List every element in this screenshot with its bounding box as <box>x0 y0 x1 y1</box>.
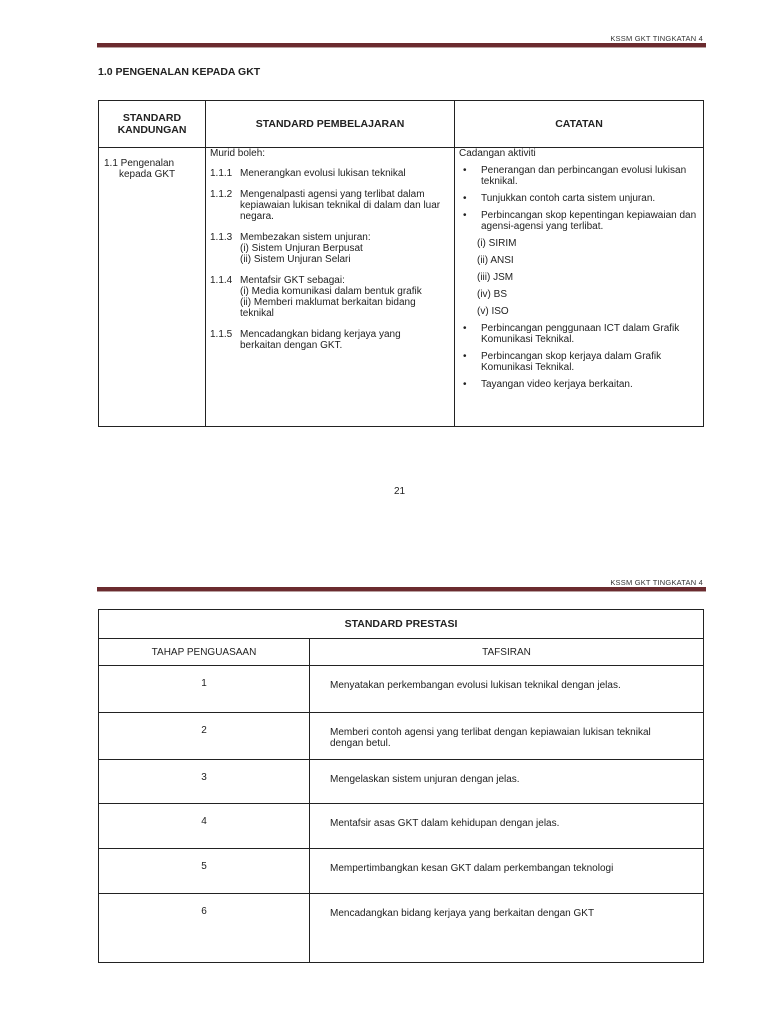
pembelajaran-list <box>210 168 444 351</box>
agensi-item: (i) SIRIM <box>477 238 517 249</box>
pembelajaran-item <box>210 168 444 179</box>
prestasi-row <box>99 713 704 760</box>
agensi-item: (iv) BS <box>477 289 507 300</box>
item-number: 1.1.2 <box>210 189 233 200</box>
bullet-icon: • <box>463 193 467 204</box>
bullet-text: Perbincangan penggunaan ICT dalam Grafik Komunikasi Teknikal. <box>481 323 680 345</box>
catatan-bullet <box>459 165 697 187</box>
prestasi-row <box>99 894 704 963</box>
catatan-intro: Cadangan aktiviti <box>459 148 536 159</box>
prestasi-row <box>99 804 704 849</box>
pembelajaran-item <box>210 232 444 265</box>
header-standard-kandungan: STANDARD KANDUNGAN <box>99 101 206 148</box>
bullet-icon: • <box>463 379 467 390</box>
bullet-icon: • <box>463 210 467 221</box>
tahap-level: 4 <box>99 804 310 849</box>
item-text: Menerangkan evolusi lukisan teknikal <box>240 168 406 179</box>
bullet-icon: • <box>463 323 467 334</box>
bullet-icon: • <box>463 351 467 362</box>
agensi-item: (iii) JSM <box>477 272 514 283</box>
pembelajaran-item <box>210 189 444 222</box>
catatan-list <box>459 165 697 390</box>
header-rule <box>97 587 706 592</box>
curriculum-table <box>98 100 704 427</box>
item-text: Mentafsir GKT sebagai: <box>240 275 345 286</box>
tafsiran-text: Menyatakan perkembangan evolusi lukisan teknikal dengan jelas. <box>310 666 704 713</box>
kandungan-line: 1.1 Pengenalan <box>104 158 175 169</box>
sub-item: (i) Sistem Unjuran Berpusat <box>240 243 363 254</box>
running-header: KSSM GKT TINGKATAN 4 <box>610 578 703 587</box>
header-tahap: TAHAP PENGUASAAN <box>99 639 310 666</box>
tahap-level: 6 <box>99 894 310 963</box>
header-catatan: CATATAN <box>455 101 704 148</box>
kandungan-line: kepada GKT <box>119 169 176 180</box>
bullet-text: Penerangan dan perbincangan evolusi lukisan teknikal. <box>481 165 687 187</box>
item-text: Mencadangkan bidang kerjaya yang berkaitan dengan GKT. <box>240 329 401 351</box>
bullet-icon: • <box>463 165 467 176</box>
header-rule <box>97 43 706 48</box>
item-number: 1.1.1 <box>210 168 233 179</box>
item-text: Mengenalpasti agensi yang terlibat dalam kepiawaian lukisan teknikal di dalam dan luar negara. <box>240 189 441 222</box>
prestasi-row <box>99 666 704 713</box>
pembelajaran-item <box>210 275 444 319</box>
kandungan-cell <box>99 148 206 427</box>
sub-item: (i) Media komunikasi dalam bentuk grafik <box>240 286 422 297</box>
tafsiran-text: Mencadangkan bidang kerjaya yang berkaitan dengan GKT <box>310 894 704 963</box>
header-tafsiran: TAFSIRAN <box>310 639 704 666</box>
pembelajaran-intro: Murid boleh: <box>210 148 266 159</box>
section-title: 1.0 PENGENALAN KEPADA GKT <box>98 66 261 78</box>
tafsiran-text: Mempertimbangkan kesan GKT dalam perkembangan teknologi <box>310 849 704 894</box>
sub-item: (ii) Memberi maklumat berkaitan bidang teknikal <box>240 297 416 319</box>
page-number: 21 <box>394 486 406 497</box>
tahap-level: 5 <box>99 849 310 894</box>
agensi-item: (v) ISO <box>477 306 509 317</box>
item-number: 1.1.4 <box>210 275 233 286</box>
prestasi-row <box>99 760 704 804</box>
bullet-text: Tunjukkan contoh carta sistem unjuran. <box>481 193 656 204</box>
item-number: 1.1.3 <box>210 232 233 243</box>
tafsiran-text: Mentafsir asas GKT dalam kehidupan dengan jelas. <box>310 804 704 849</box>
catatan-cell <box>455 148 704 427</box>
bullet-text: Perbincangan skop kerjaya dalam Grafik Komunikasi Teknikal. <box>481 351 662 373</box>
bullet-text: Perbincangan skop kepentingan kepiawaian dan agensi-agensi yang terlibat. <box>481 210 697 232</box>
pembelajaran-item <box>210 329 444 351</box>
header-standard-pembelajaran: STANDARD PEMBELAJARAN <box>206 101 455 148</box>
item-text: Membezakan sistem unjuran: <box>240 232 371 243</box>
bullet-text: Tayangan video kerjaya berkaitan. <box>481 379 633 390</box>
catatan-bullet <box>459 351 697 373</box>
tahap-level: 3 <box>99 760 310 804</box>
tafsiran-text: Mengelaskan sistem unjuran dengan jelas. <box>310 760 704 804</box>
catatan-bullet <box>459 379 697 390</box>
prestasi-row <box>99 849 704 894</box>
sub-item: (ii) Sistem Unjuran Selari <box>240 254 351 265</box>
catatan-bullet <box>459 210 697 232</box>
tafsiran-text: Memberi contoh agensi yang terlibat dengan kepiawaian lukisan teknikal dengan betul. <box>310 713 704 760</box>
catatan-bullet <box>459 193 697 204</box>
catatan-bullet <box>459 323 697 345</box>
prestasi-title: STANDARD PRESTASI <box>99 610 704 639</box>
item-number: 1.1.5 <box>210 329 233 340</box>
tahap-level: 1 <box>99 666 310 713</box>
agensi-item: (ii) ANSI <box>477 255 514 266</box>
pembelajaran-cell <box>206 148 455 427</box>
standard-prestasi-table <box>98 609 704 963</box>
tahap-level: 2 <box>99 713 310 760</box>
running-header: KSSM GKT TINGKATAN 4 <box>610 34 703 43</box>
